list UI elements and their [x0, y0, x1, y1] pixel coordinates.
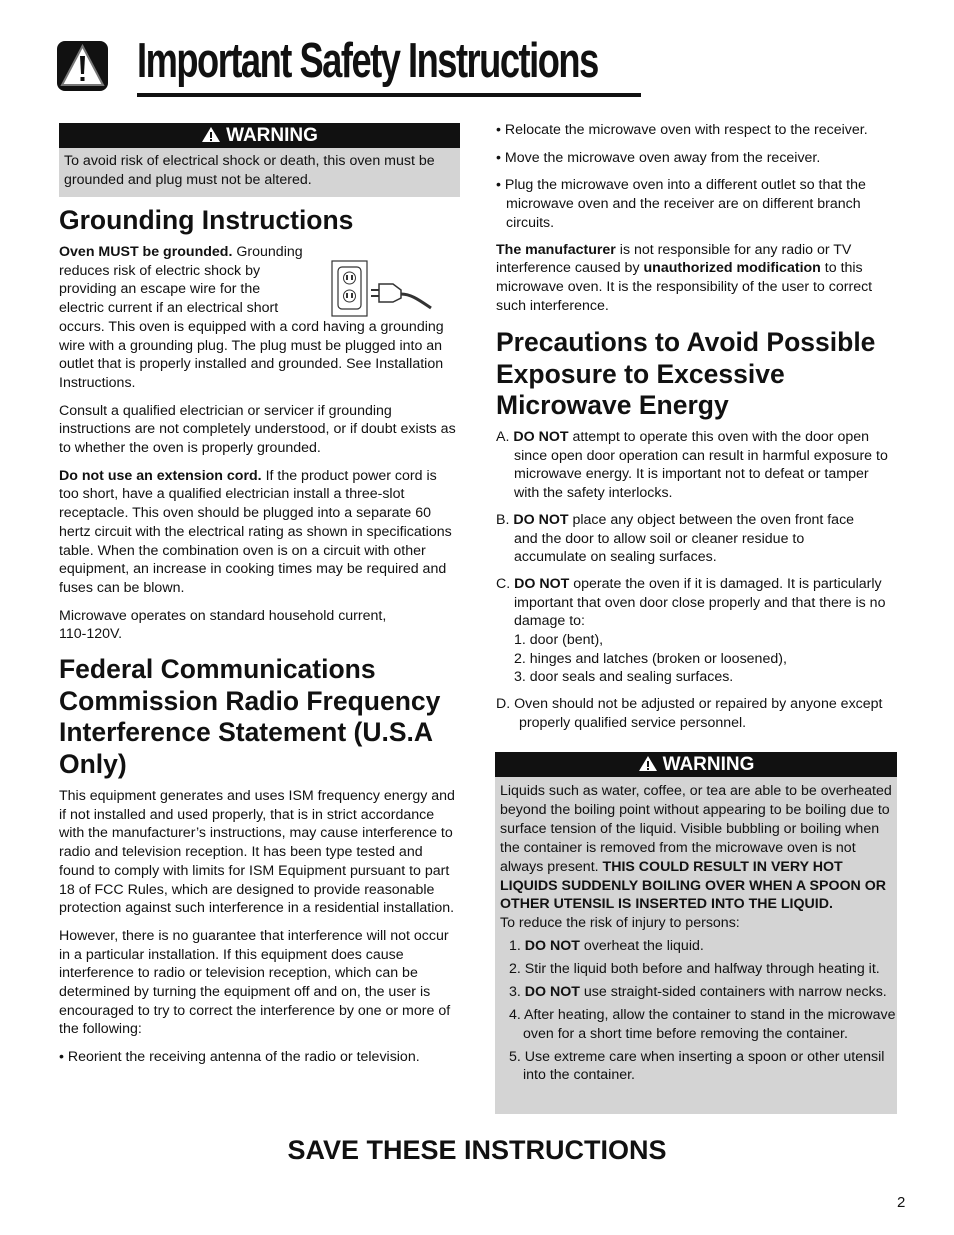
grounding-p1-line1: Grounding: [236, 244, 303, 260]
fcc-heading: Federal Communications Commission Radio Frequency Interference Statement (U.S.A Only): [59, 654, 441, 779]
warning-box-grounding: [59, 123, 460, 197]
grounding-p1-rest: cord having a grounding wire with a grounding plug. The plug must be plugged into an outlet that is properly installed and grounded. See Installation Instructions.: [59, 318, 444, 391]
warning-triangle-icon: [201, 126, 221, 143]
precaution-d-text: Oven should not be adjusted or repaired by anyone except properly qualified service personnel.: [514, 696, 883, 731]
precaution-a-text: attempt to operate this oven with the door open since open door operation can result in harmful exposure to microwave energy. It is important not to defeat or tamper with the safety interlocks.: [514, 429, 888, 502]
precaution-d: [496, 695, 889, 732]
list-item-text: After heating, allow the container to stand in the microwave oven for a short time before removing the container.: [523, 1007, 896, 1042]
list-item-number: 1.: [509, 938, 521, 955]
list-item: [501, 983, 897, 1002]
warning-box-liquids: [495, 752, 897, 1114]
precaution-d-letter: D.: [496, 696, 511, 713]
list-item: [501, 1006, 897, 1043]
precaution-c-item-1: 1. door (bent),: [514, 632, 604, 649]
precaution-c-item-2: 2. hinges and latches (broken or loosened),: [514, 650, 787, 667]
precaution-c-bold: DO NOT: [514, 575, 570, 592]
precaution-c: [496, 575, 904, 631]
list-item-number: 3.: [509, 984, 521, 1001]
warning-triangle-icon: [638, 755, 658, 772]
precaution-c-letter: C.: [496, 575, 511, 592]
precaution-a-bold: DO NOT: [513, 429, 569, 445]
grounding-body: [59, 243, 460, 644]
warning-liquids-bold: THIS COULD RESULT IN VERY HOT LIQUIDS SUDDENLY BOILING OVER WHEN A SPOON OR OTHER UTENSIL IS INSERTED INTO THE LIQUID.: [500, 858, 886, 913]
grounding-p3: [59, 467, 460, 598]
warning-header: [495, 752, 897, 777]
precautions-list: [496, 428, 897, 733]
warning-label: WARNING: [662, 754, 755, 775]
fcc-bullet-2: • Relocate the microwave oven with respect to the receiver.: [496, 122, 868, 138]
precaution-b-bold: DO NOT: [513, 511, 569, 528]
list-item-number: 5.: [509, 1048, 521, 1065]
list-item: [501, 937, 897, 956]
list-item: [501, 1048, 897, 1085]
fcc-manufacturer: [496, 241, 897, 316]
precaution-a: [496, 428, 897, 503]
grounding-p1: [59, 243, 460, 393]
page-number: 2: [897, 1194, 906, 1211]
warning-liquids-intro: To reduce the risk of injury to persons:: [500, 915, 740, 932]
fcc-bullet-1: • Reorient the receiving antenna of the radio or television.: [59, 1049, 420, 1066]
page-title: Important Safety Instructions: [137, 34, 598, 88]
precaution-c-item-3: 3. door seals and sealing surfaces.: [514, 669, 734, 686]
list-item-number: 4.: [509, 1007, 521, 1024]
manufacturer-text-1: is not responsible for any radio or TV interference caused by: [496, 241, 852, 277]
fcc-bullet-3: • Move the microwave oven away from the receiver.: [496, 149, 821, 166]
fcc-p1: This equipment generates and uses ISM frequency energy and if not installed and used properly, that is in strict accordance with the manufacturer’s instructions, may cause interference to radio and television reception. It has been type tested and found to comply with limits for ISM Equipment pursuant to part 18 of FCC Rules, which are designed to provide reasonable protection against such interference in a residential installation.: [59, 788, 455, 917]
grounding-p3-bold: Do not use an extension cord.: [59, 467, 262, 484]
fcc-bullet-4-text: • Plug the microwave oven into a different outlet so that the microwave oven and the receiver are on different branch circuits.: [496, 177, 866, 231]
list-item-bold: DO NOT: [524, 938, 580, 955]
manufacturer-bold: The manufacturer: [496, 241, 616, 258]
list-item-bold: DO NOT: [524, 984, 580, 1001]
warning-label: WARNING: [226, 125, 318, 146]
unauthorized-modification-bold: unauthorized modification: [643, 260, 821, 277]
precaution-c-text: operate the oven if it is damaged. It is particularly important that oven door close properly and that there is no damage to:: [514, 575, 886, 630]
warning-liquids-body: Liquids such as water, coffee, or tea are able to be overheated beyond the boiling point without appearing to be boiling due to surface tension of the liquid. Visible bubbling or boiling when the container is removed from the microwave oven is not always present.: [500, 783, 892, 875]
list-item: [501, 960, 897, 979]
precaution-b-letter: B.: [496, 511, 510, 528]
warning-header: [59, 123, 460, 148]
precaution-a-letter: A.: [496, 429, 510, 445]
warning-liquids-list: [495, 937, 897, 1085]
grounding-p4: Microwave operates on standard household current, 110-120V.: [59, 607, 387, 643]
fcc-body: [59, 787, 460, 1067]
grounding-p1-line4: electric current if an electrical short: [59, 300, 279, 317]
title-rule: [137, 93, 641, 97]
grounding-p1-line3: providing an escape wire for the: [59, 281, 261, 298]
list-item-number: 2.: [509, 961, 521, 978]
precaution-b-text: place any object between the oven front face and the door to allow soil or cleaner residue to accumulate on sealing surfaces.: [514, 511, 855, 566]
warning-liquids-text: [495, 777, 897, 914]
grounding-p1-line2: reduces risk of electric shock by: [59, 262, 261, 279]
fcc-body-continued: [496, 121, 897, 315]
grounding-p1-line5: occurs. This oven is equipped with a: [59, 318, 288, 335]
list-item-text: Use extreme care when inserting a spoon or other utensil into the container.: [523, 1048, 885, 1084]
list-item-text: use straight-sided containers with narrow necks.: [583, 984, 887, 1001]
grounding-p3-rest: If the product power cord is too short, have a qualified electrician install a three-slot receptacle. This oven should be plugged into a separate 60 hertz circuit with the electrical rating as shown in specifications table. When the combination oven is on a circuit with other equipment, an increase in cooking times may be required and fuses can be blown.: [59, 467, 452, 596]
warning-text: To avoid risk of electrical shock or death, this oven must be grounded and plug must not be altered.: [64, 153, 435, 188]
grounding-p2: Consult a qualified electrician or servicer if grounding instructions are not completely understood, or if doubt exists as to whether the oven is properly grounded.: [59, 402, 456, 457]
grounding-heading: Grounding Instructions: [59, 205, 354, 235]
warning-triangle-icon: [56, 40, 109, 92]
list-item-text: Stir the liquid both before and halfway through heating it.: [524, 961, 880, 978]
precaution-b: [496, 511, 874, 567]
manufacturer-text-2: to this microwave oven. It is the responsibility of the user to correct such interference.: [496, 260, 873, 314]
list-item-text: overheat the liquid.: [583, 938, 704, 955]
fcc-bullet-4: [496, 176, 897, 232]
save-instructions: SAVE THESE INSTRUCTIONS: [287, 1135, 667, 1165]
precautions-heading: Precautions to Avoid Possible Exposure to Excessive Microwave Energy: [496, 327, 876, 420]
fcc-p2: However, there is no guarantee that interference will not occur in a particular installation. If this equipment does cause interference to radio or television reception, which can be determined by turning the equipment off and on, the user is encouraged to try to correct the interference by one or more of the following:: [59, 927, 451, 1038]
grounding-p1-bold: Oven MUST be grounded.: [59, 244, 233, 260]
